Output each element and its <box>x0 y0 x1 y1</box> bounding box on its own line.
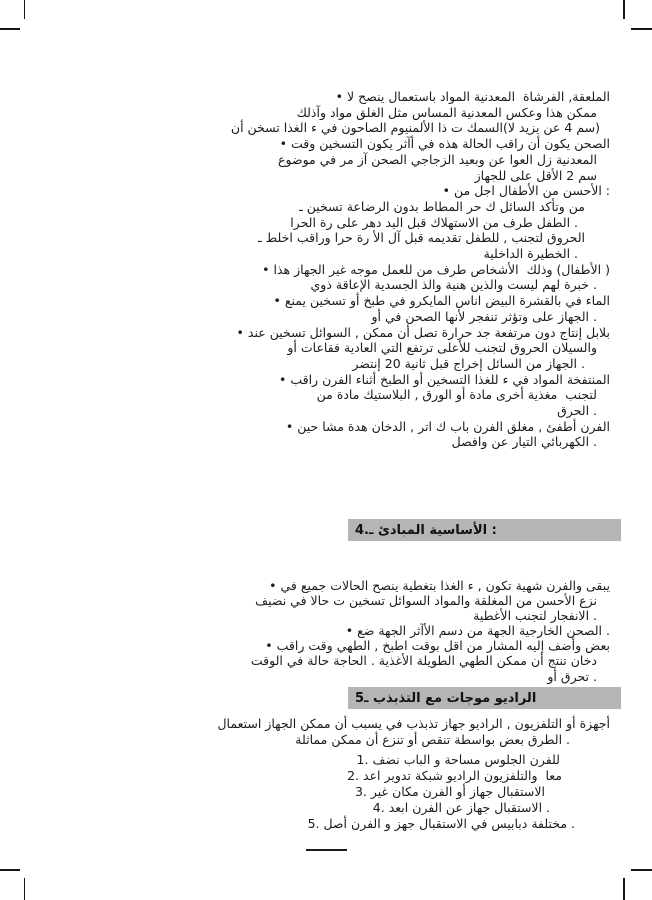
crop-mark-bottom-left-horizontal <box>0 869 20 871</box>
text-line: • ‎يمنع ‎تسخين ‎أو ‎طبخ ‎في ‎المايكرو ‎اناس ‎البيض ‎بالقشرة ‎في ‎الماء <box>273 293 610 309</box>
page-footer-rule <box>306 849 347 851</box>
crop-mark-bottom-right-horizontal <box>631 869 652 871</box>
text-line: الحرق ‎. <box>557 403 597 419</box>
text-line: • ‎راقب ‎وقت ‎الطهي ‎, ‎اطبخ ‎بوقت ‎اقل ‎من ‎المشار ‎إليه ‎وأضف ‎بعض <box>265 638 610 654</box>
text-line: من ‎مادة ‎البلاستيك ‎, ‎الورق ‎أو ‎مادة ‎أخرى ‎مغذية ‎ ‎لتجنب <box>316 387 597 403</box>
text-line: • ‎في ‎جميع ‎الحالات ‎ينصح ‎بتغطية ‎الغذا ‎ء ‎, ‎تكون ‎شهية ‎والفرن ‎يبقى <box>269 578 610 593</box>
numbered-step-line: 1. ‎نضف ‎الباب ‎و ‎مساحة ‎الجلوس ‎للفرن <box>356 752 560 767</box>
text-line: ـ ‎اخلط ‎وراقب ‎حرا ‎رة ‎الأ ‎آل ‎قبل ‎تقديمه ‎للطفل ‎, ‎لتجنب ‎الحروق <box>257 230 585 246</box>
text-line: • ‎لا ‎ينصح ‎باستعمال ‎المواد ‎المعدنية ‎ ‎الفرشاة ‎,الملعقة <box>335 89 610 104</box>
crop-mark-top-left-vertical <box>24 0 26 19</box>
numbered-step-line: 3. ‎غير ‎مكان ‎الفرن ‎أو ‎جهاز ‎الاستقبال <box>354 784 545 799</box>
numbered-step-line: 4. ‎ابعد ‎الفرن ‎عن ‎جهاز ‎الاستقبال ‎. <box>372 800 550 815</box>
text-line: موضوع ‎في ‎مر ‎آز ‎الصحن ‎الزجاجي ‎وبعيد ‎عن ‎العوا ‎زل ‎المعدنية <box>278 151 597 167</box>
text-line: مماثلة ‎ممكن ‎أن ‎تنزع ‎أو ‎تنقص ‎بواسطة ‎بعض ‎الطرق ‎. <box>295 732 570 748</box>
text-line: أو ‎تحرق ‎. <box>547 668 597 684</box>
text-line: الوقت ‎في ‎حالة ‎الحاجة ‎. ‎الأغذية ‎الطويلة ‎الطهي ‎ممكن ‎أن ‎تنتج ‎دخان <box>250 653 597 669</box>
section-radio-header-bar <box>348 687 621 709</box>
radio-interference-intro <box>60 716 610 748</box>
text-line: نضيف ‎في ‎حالا ‎ت ‎تسخين ‎السوائل ‎والمواد ‎المغلقة ‎من ‎الأحسن ‎نزع <box>255 593 597 609</box>
radio-interference-steps <box>60 752 575 832</box>
text-line: • ‎ضع ‎الجهة ‎الأآثر ‎دسم ‎من ‎الجهة ‎الخارجية ‎الصحن ‎. <box>345 623 610 639</box>
section-basics-header-bar <box>348 519 621 541</box>
text-line: • ‎حين ‎مشا ‎هدة ‎الدخان ‎, ‎اتر ‎ك ‎باب ‎الفرن ‎مغلق ‎, ‎أطفئ ‎الفرن <box>285 418 610 434</box>
text-line: • ‎عند ‎تسخين ‎السوائل ‎, ‎ممكن ‎أن ‎تصل ‎حرارة ‎جد ‎مرتفعة ‎دون ‎إنتاج ‎بلابل <box>236 324 610 340</box>
crop-mark-bottom-left-vertical <box>24 878 26 900</box>
text-line: أو ‎فقاعات ‎العادية ‎التي ‎ترتفع ‎للأعلى ‎لتجنب ‎الحروق ‎والسيلان <box>287 340 597 356</box>
text-line: للجهاز ‎على ‎الأقل ‎2 ‎سم <box>474 167 597 183</box>
text-line: وآذلك ‎مواد ‎الغلق ‎مثل ‎المساس ‎المعدنية ‎وعكس ‎هذا ‎ممكن <box>296 104 597 120</box>
crop-mark-top-right-vertical <box>623 0 625 19</box>
numbered-step-line: 5. ‎أصل ‎الفرن ‎و ‎جهز ‎الاستقبال ‎في ‎دبابيس ‎مختلفة ‎. <box>307 816 575 831</box>
safety-instructions-list <box>60 89 610 450</box>
text-line: ـ ‎تسخين ‎الرضاعة ‎بدون ‎المطاط ‎حر ‎ك ‎السائل ‎وتأكد ‎من <box>299 198 585 214</box>
text-line: الحرا ‎رة ‎على ‎دهر ‎اليد ‎قبل ‎الاستهلاك ‎من ‎طرف ‎الطفل ‎. <box>290 214 578 230</box>
text-line: أو ‎في ‎الصحن ‎لأنها ‎تنفجر ‎وتؤثر ‎على ‎الجهاز ‎. <box>371 308 597 324</box>
crop-mark-bottom-right-vertical <box>623 878 625 900</box>
text-line: ذوي ‎الإعاقة ‎الجسدية ‎والذ ‎هنية ‎والذين ‎ليست ‎لهم ‎خبرة ‎. <box>310 277 597 293</box>
crop-mark-top-left-horizontal <box>0 28 20 30</box>
text-line: • ‎راقب ‎الفرن ‎أثناء ‎الطبخ ‎أو ‎التسخين ‎للغذا ‎ء ‎في ‎المواد ‎المنتفخة <box>278 371 610 387</box>
text-line: إنتضر ‎20 ‎ثانية ‎قبل ‎إخراج ‎السائل ‎من ‎الجهاز ‎. <box>352 355 585 371</box>
text-line: الداخلية ‎الخطيرة ‎. <box>483 246 578 262</box>
text-line: وافصل ‎عن ‎التيار ‎الكهربائي ‎. <box>451 434 597 450</box>
section-basics-title: 4.ـ ‎المبادئ ‎الأساسية ‎: <box>355 522 497 538</box>
text-line: الأغطية ‎لتجنب ‎الانفجار ‎. <box>473 608 597 624</box>
text-line: • ‎هذا ‎الجهاز ‎غير ‎موجه ‎للعمل ‎من ‎طرف ‎الأشخاص ‎ ‎وذلك ‎(الأطفال ‎) <box>262 261 610 277</box>
text-line: أن ‎تسخن ‎الغذا ‎ء ‎في ‎الصاحون ‎الألمنيوم ‎ذا ‎ت ‎السمك(لا ‎يزيد ‎عن ‎4 ‎سم) <box>230 120 600 136</box>
section-radio-title: 5ـ ‎التذبذب ‎مع ‎موجات ‎الراديو <box>355 690 537 706</box>
text-line: • ‎من ‎اجل ‎الأطفال ‎من ‎الأحسن ‎: <box>442 183 610 199</box>
numbered-step-line: 2. ‎اعد ‎تدوير ‎شبكة ‎الراديو ‎والتلفزيون ‎ ‎معا <box>347 768 562 783</box>
crop-mark-top-right-horizontal <box>631 28 652 30</box>
text-line: • ‎وقت ‎التسخين ‎يكون ‎أآثر ‎في ‎هذه ‎الحالة ‎راقب ‎أن ‎يكون ‎الصحن <box>279 136 610 152</box>
section-basics-body <box>60 578 610 684</box>
text-line: استعمال ‎الجهاز ‎ممكن ‎أن ‎يسبب ‎في ‎تذبذب ‎جهاز ‎الراديو ‎, ‎التلفزيون ‎أو ‎أجهزة <box>217 716 610 731</box>
